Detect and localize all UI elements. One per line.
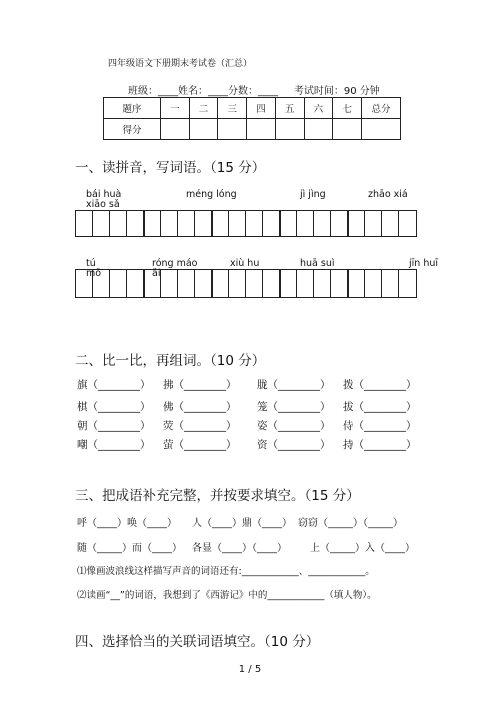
writing-cell[interactable]	[93, 211, 110, 236]
pinyin-label: jì jìng	[300, 189, 326, 200]
word-group-item: 笼（________）	[257, 401, 331, 413]
score-table-cell: 六	[304, 98, 333, 119]
idiom-item: 各显（____）（____）	[192, 543, 287, 554]
pinyin-label: xiù hu	[230, 258, 260, 269]
writing-cell[interactable]	[348, 211, 365, 236]
score-entry-cell[interactable]	[275, 119, 304, 140]
page-number: 1 / 5	[238, 664, 262, 675]
writing-grid[interactable]	[279, 210, 349, 237]
word-group-item: 嘲（________）	[77, 439, 151, 451]
word-group-item: 胧（________）	[257, 379, 331, 391]
score-entry-cell[interactable]	[247, 119, 276, 140]
score-table-cell: 一	[161, 98, 190, 119]
writing-cell[interactable]	[280, 211, 297, 236]
section4-heading: 四、选择恰当的关联词语填空。（10 分）	[75, 634, 320, 650]
writing-cell[interactable]	[399, 270, 416, 297]
writing-grid[interactable]	[75, 269, 145, 298]
score-table	[103, 97, 401, 140]
writing-cell[interactable]	[110, 270, 127, 297]
writing-cell[interactable]	[195, 211, 212, 236]
exam-title: 四年级语文下册期末考试卷（汇总）	[108, 59, 253, 69]
pinyin-label: mǒ	[86, 268, 102, 279]
writing-grid[interactable]	[347, 269, 417, 298]
pinyin-label: jīn huī	[409, 258, 439, 269]
score-entry-cell[interactable]	[161, 119, 190, 140]
writing-grid[interactable]	[75, 210, 145, 237]
writing-cell[interactable]	[229, 270, 246, 297]
question-1: ⑴像画波浪线这样描写声音的词语还有:____________、____________。	[77, 566, 375, 577]
score-table-cell: 三	[218, 98, 247, 119]
idiom-item: 人（____）鼎（____）	[192, 518, 292, 529]
writing-cell[interactable]	[331, 270, 348, 297]
question-2: ⑵读画“__”的词语，我想到了《西游记》中的____________（填人物）。	[77, 590, 377, 601]
writing-cell[interactable]	[161, 270, 178, 297]
writing-cell[interactable]	[161, 211, 178, 236]
writing-cell[interactable]	[399, 211, 416, 236]
writing-cell[interactable]	[297, 270, 314, 297]
score-table-cell: 四	[247, 98, 276, 119]
writing-grid[interactable]	[347, 210, 417, 237]
writing-grid[interactable]	[143, 269, 213, 298]
pinyin-label: róng máo	[152, 258, 198, 269]
idiom-item: 随（_____）而（____）	[77, 543, 182, 554]
writing-cell[interactable]	[297, 211, 314, 236]
word-group-item: 侍（________）	[343, 420, 417, 432]
pinyin-label: méng lóng	[186, 189, 237, 200]
writing-cell[interactable]	[144, 211, 161, 236]
writing-cell[interactable]	[229, 211, 246, 236]
word-group-item: 萤（________）	[163, 439, 237, 451]
writing-cell[interactable]	[280, 270, 297, 297]
pinyin-label: tú	[86, 258, 96, 269]
writing-cell[interactable]	[127, 270, 144, 297]
word-group-item: 拨（________）	[343, 379, 417, 391]
writing-cell[interactable]	[127, 211, 144, 236]
word-group-item: 荧（________）	[163, 420, 237, 432]
pinyin-label: huā suì	[300, 258, 335, 269]
score-entry-cell[interactable]	[362, 119, 401, 140]
writing-cell[interactable]	[246, 270, 263, 297]
word-group-item: 持（________）	[343, 439, 417, 451]
writing-cell[interactable]	[331, 211, 348, 236]
writing-cell[interactable]	[314, 270, 331, 297]
score-table-cell: 七	[333, 98, 362, 119]
section2-heading: 二、比一比，再组词。（10 分）	[75, 353, 266, 369]
pinyin-label: bái huà	[86, 189, 122, 200]
writing-grid[interactable]	[279, 269, 349, 298]
writing-cell[interactable]	[382, 270, 399, 297]
section3-heading: 三、把成语补充完整，并按要求填空。（15 分）	[75, 488, 360, 504]
word-group-item: 旗（________）	[77, 379, 151, 391]
score-table-score-row	[104, 119, 401, 140]
word-group-item: 拂（________）	[163, 379, 237, 391]
score-table-cell: 二	[189, 98, 218, 119]
writing-cell[interactable]	[144, 270, 161, 297]
idiom-item: 呼（____）唤（____）	[77, 518, 177, 529]
score-table-cell: 总分	[362, 98, 401, 119]
word-group-item: 姿（________）	[257, 420, 331, 432]
score-table-cell: 得分	[104, 119, 161, 140]
writing-cell[interactable]	[382, 211, 399, 236]
score-table-header-row	[104, 98, 401, 119]
writing-grid[interactable]	[211, 210, 281, 237]
pinyin-label: ǎi	[152, 268, 161, 279]
writing-cell[interactable]	[93, 270, 110, 297]
writing-cell[interactable]	[365, 211, 382, 236]
writing-grid[interactable]	[211, 269, 281, 298]
writing-cell[interactable]	[178, 270, 195, 297]
score-entry-cell[interactable]	[333, 119, 362, 140]
word-group-item: 佛（________）	[163, 401, 237, 413]
writing-cell[interactable]	[212, 270, 229, 297]
writing-cell[interactable]	[76, 270, 93, 297]
word-group-item: 朝（________）	[77, 420, 151, 432]
idiom-item: 上（_____）入（____）	[310, 543, 415, 554]
score-table-cell: 五	[275, 98, 304, 119]
word-group-item: 棋（________）	[77, 401, 151, 413]
writing-cell[interactable]	[365, 270, 382, 297]
section1-heading: 一、读拼音，写词语。（15 分）	[75, 160, 266, 176]
writing-cell[interactable]	[212, 211, 229, 236]
word-group-item: 资（________）	[257, 439, 331, 451]
student-info-line: 班级：____姓名：____分数：____ 考试时间：90 分钟	[128, 86, 380, 97]
writing-cell[interactable]	[76, 211, 93, 236]
writing-cell[interactable]	[314, 211, 331, 236]
writing-cell[interactable]	[263, 211, 280, 236]
pinyin-label: xiāo sǎ	[86, 199, 120, 210]
word-group-item: 拔（________）	[343, 401, 417, 413]
score-entry-cell[interactable]	[189, 119, 218, 140]
score-entry-cell[interactable]	[304, 119, 333, 140]
writing-cell[interactable]	[246, 211, 263, 236]
writing-cell[interactable]	[195, 270, 212, 297]
score-entry-cell[interactable]	[218, 119, 247, 140]
pinyin-label: zhāo xiá	[368, 189, 408, 200]
writing-cell[interactable]	[348, 270, 365, 297]
writing-grid[interactable]	[143, 210, 213, 237]
idiom-item: 窃窃（_____）（_____）	[298, 518, 403, 529]
writing-cell[interactable]	[110, 211, 127, 236]
writing-cell[interactable]	[178, 211, 195, 236]
score-table-cell: 题序	[104, 98, 161, 119]
writing-cell[interactable]	[263, 270, 280, 297]
